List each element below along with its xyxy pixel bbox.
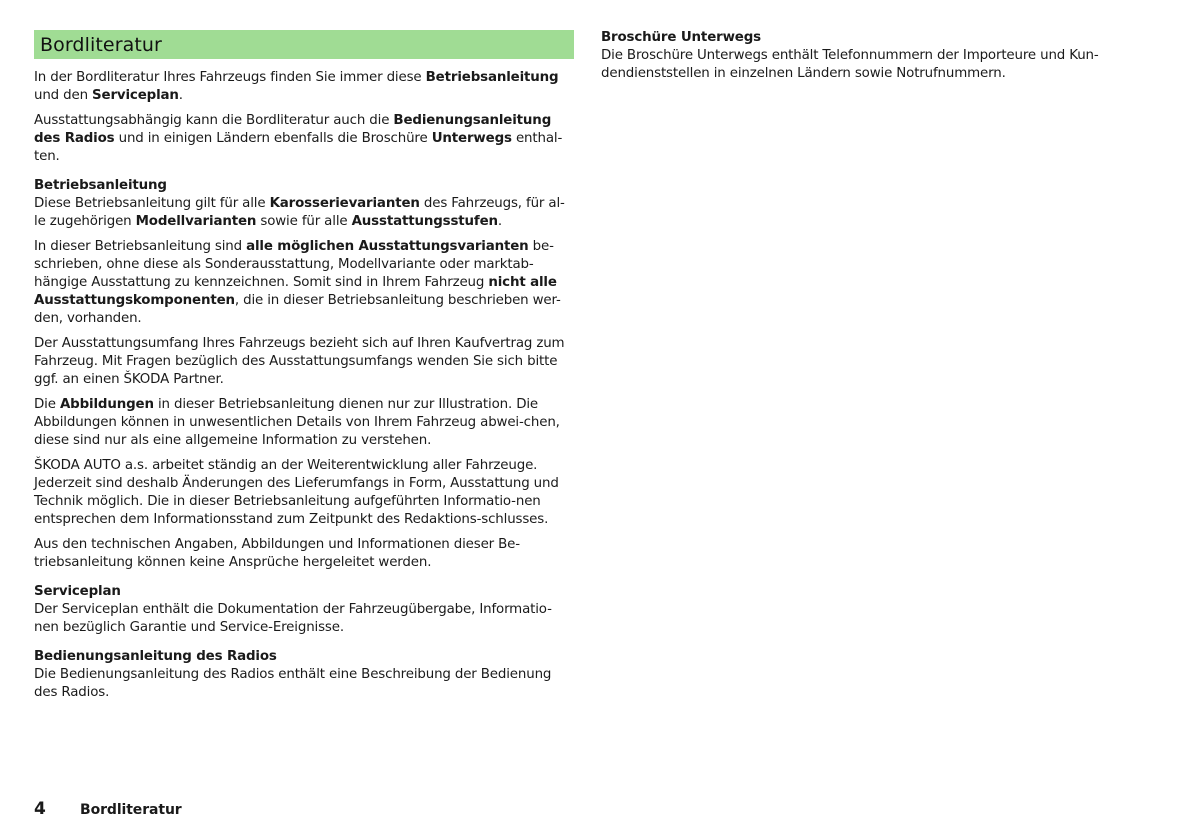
unterwegs-paragraph: Die Broschüre Unterwegs enthält Telefonnummern der Importeure und Kun-dendienststellen in einzelnen Ländern sowie Notrufnummern.	[601, 48, 1099, 81]
betriebsanleitung-heading: Betriebsanleitung	[34, 178, 167, 193]
unterwegs-heading: Broschüre Unterwegs	[601, 30, 761, 45]
betriebsanleitung-paragraph-4: Die Abbildungen in dieser Betriebsanleitung dienen nur zur Illustration. Die Abbildungen können in unwesentlichen Details von Ihrem Fahrzeug abwei-chen, diese sind nur als eine allgemeine Information zu verstehen.	[34, 397, 560, 448]
betriebsanleitung-paragraph-2: In dieser Betriebsanleitung sind alle möglichen Ausstattungsvarianten be-schrieben, ohne diese als Sonderausstattung, Modellvariante oder marktab-hängige Ausstattung zu kennzeichnen. Somit sind in Ihrem Fahrzeug nicht alle Ausstattungskomponenten, die in dieser Betriebsanleitung beschrieben wer-den, vorhanden.	[34, 239, 561, 326]
betriebsanleitung-paragraph-3: Der Ausstattungsumfang Ihres Fahrzeugs bezieht sich auf Ihren Kaufvertrag zum Fahrzeug. Mit Fragen bezüglich des Ausstattungsumfangs wenden Sie sich bitte ggf. an einen ŠKODA Partner.	[34, 336, 565, 387]
betriebsanleitung-paragraph-1: Diese Betriebsanleitung gilt für alle Karosserievarianten des Fahrzeugs, für al-le zugehörigen Modellvarianten sowie für alle Ausstattungsstufen.	[34, 196, 565, 229]
footer-title: Bordliteratur	[80, 802, 182, 818]
betriebsanleitung-paragraph-5: ŠKODA AUTO a.s. arbeitet ständig an der Weiterentwicklung aller Fahrzeuge. Jederzeit sind deshalb Änderungen des Lieferumfangs in Form, Ausstattung und Technik möglich. Die in dieser Betriebsanleitung aufgeführten Informatio-nen entsprechen dem Informationsstand zum Zeitpunkt des Redaktions-schlusses.	[34, 458, 559, 527]
page-number: 4	[34, 799, 46, 819]
right-column	[601, 29, 1131, 90]
radio-manual-paragraph: Die Bedienungsanleitung des Radios enthält eine Beschreibung der Bedienung des Radios.	[34, 667, 552, 700]
radio-manual-heading: Bedienungsanleitung des Radios	[34, 649, 277, 664]
page-footer	[34, 799, 182, 819]
intro-paragraph: In der Bordliteratur Ihres Fahrzeugs finden Sie immer diese Betriebsanleitung und den Serviceplan.	[34, 70, 559, 103]
section-header	[34, 30, 574, 59]
serviceplan-paragraph: Der Serviceplan enthält die Dokumentation der Fahrzeugübergabe, Informatio-nen bezüglich Garantie und Service-Ereignisse.	[34, 602, 552, 635]
section-title: Bordliteratur	[40, 33, 162, 56]
equipment-paragraph: Ausstattungsabhängig kann die Bordliteratur auch die Bedienungsanleitung des Radios und in einigen Ländern ebenfalls die Broschüre Unterwegs enthal-ten.	[34, 113, 563, 164]
serviceplan-heading: Serviceplan	[34, 584, 121, 599]
left-column	[34, 30, 574, 709]
betriebsanleitung-paragraph-6: Aus den technischen Angaben, Abbildungen und Informationen dieser Be-triebsanleitung können keine Ansprüche hergeleitet werden.	[34, 537, 520, 570]
